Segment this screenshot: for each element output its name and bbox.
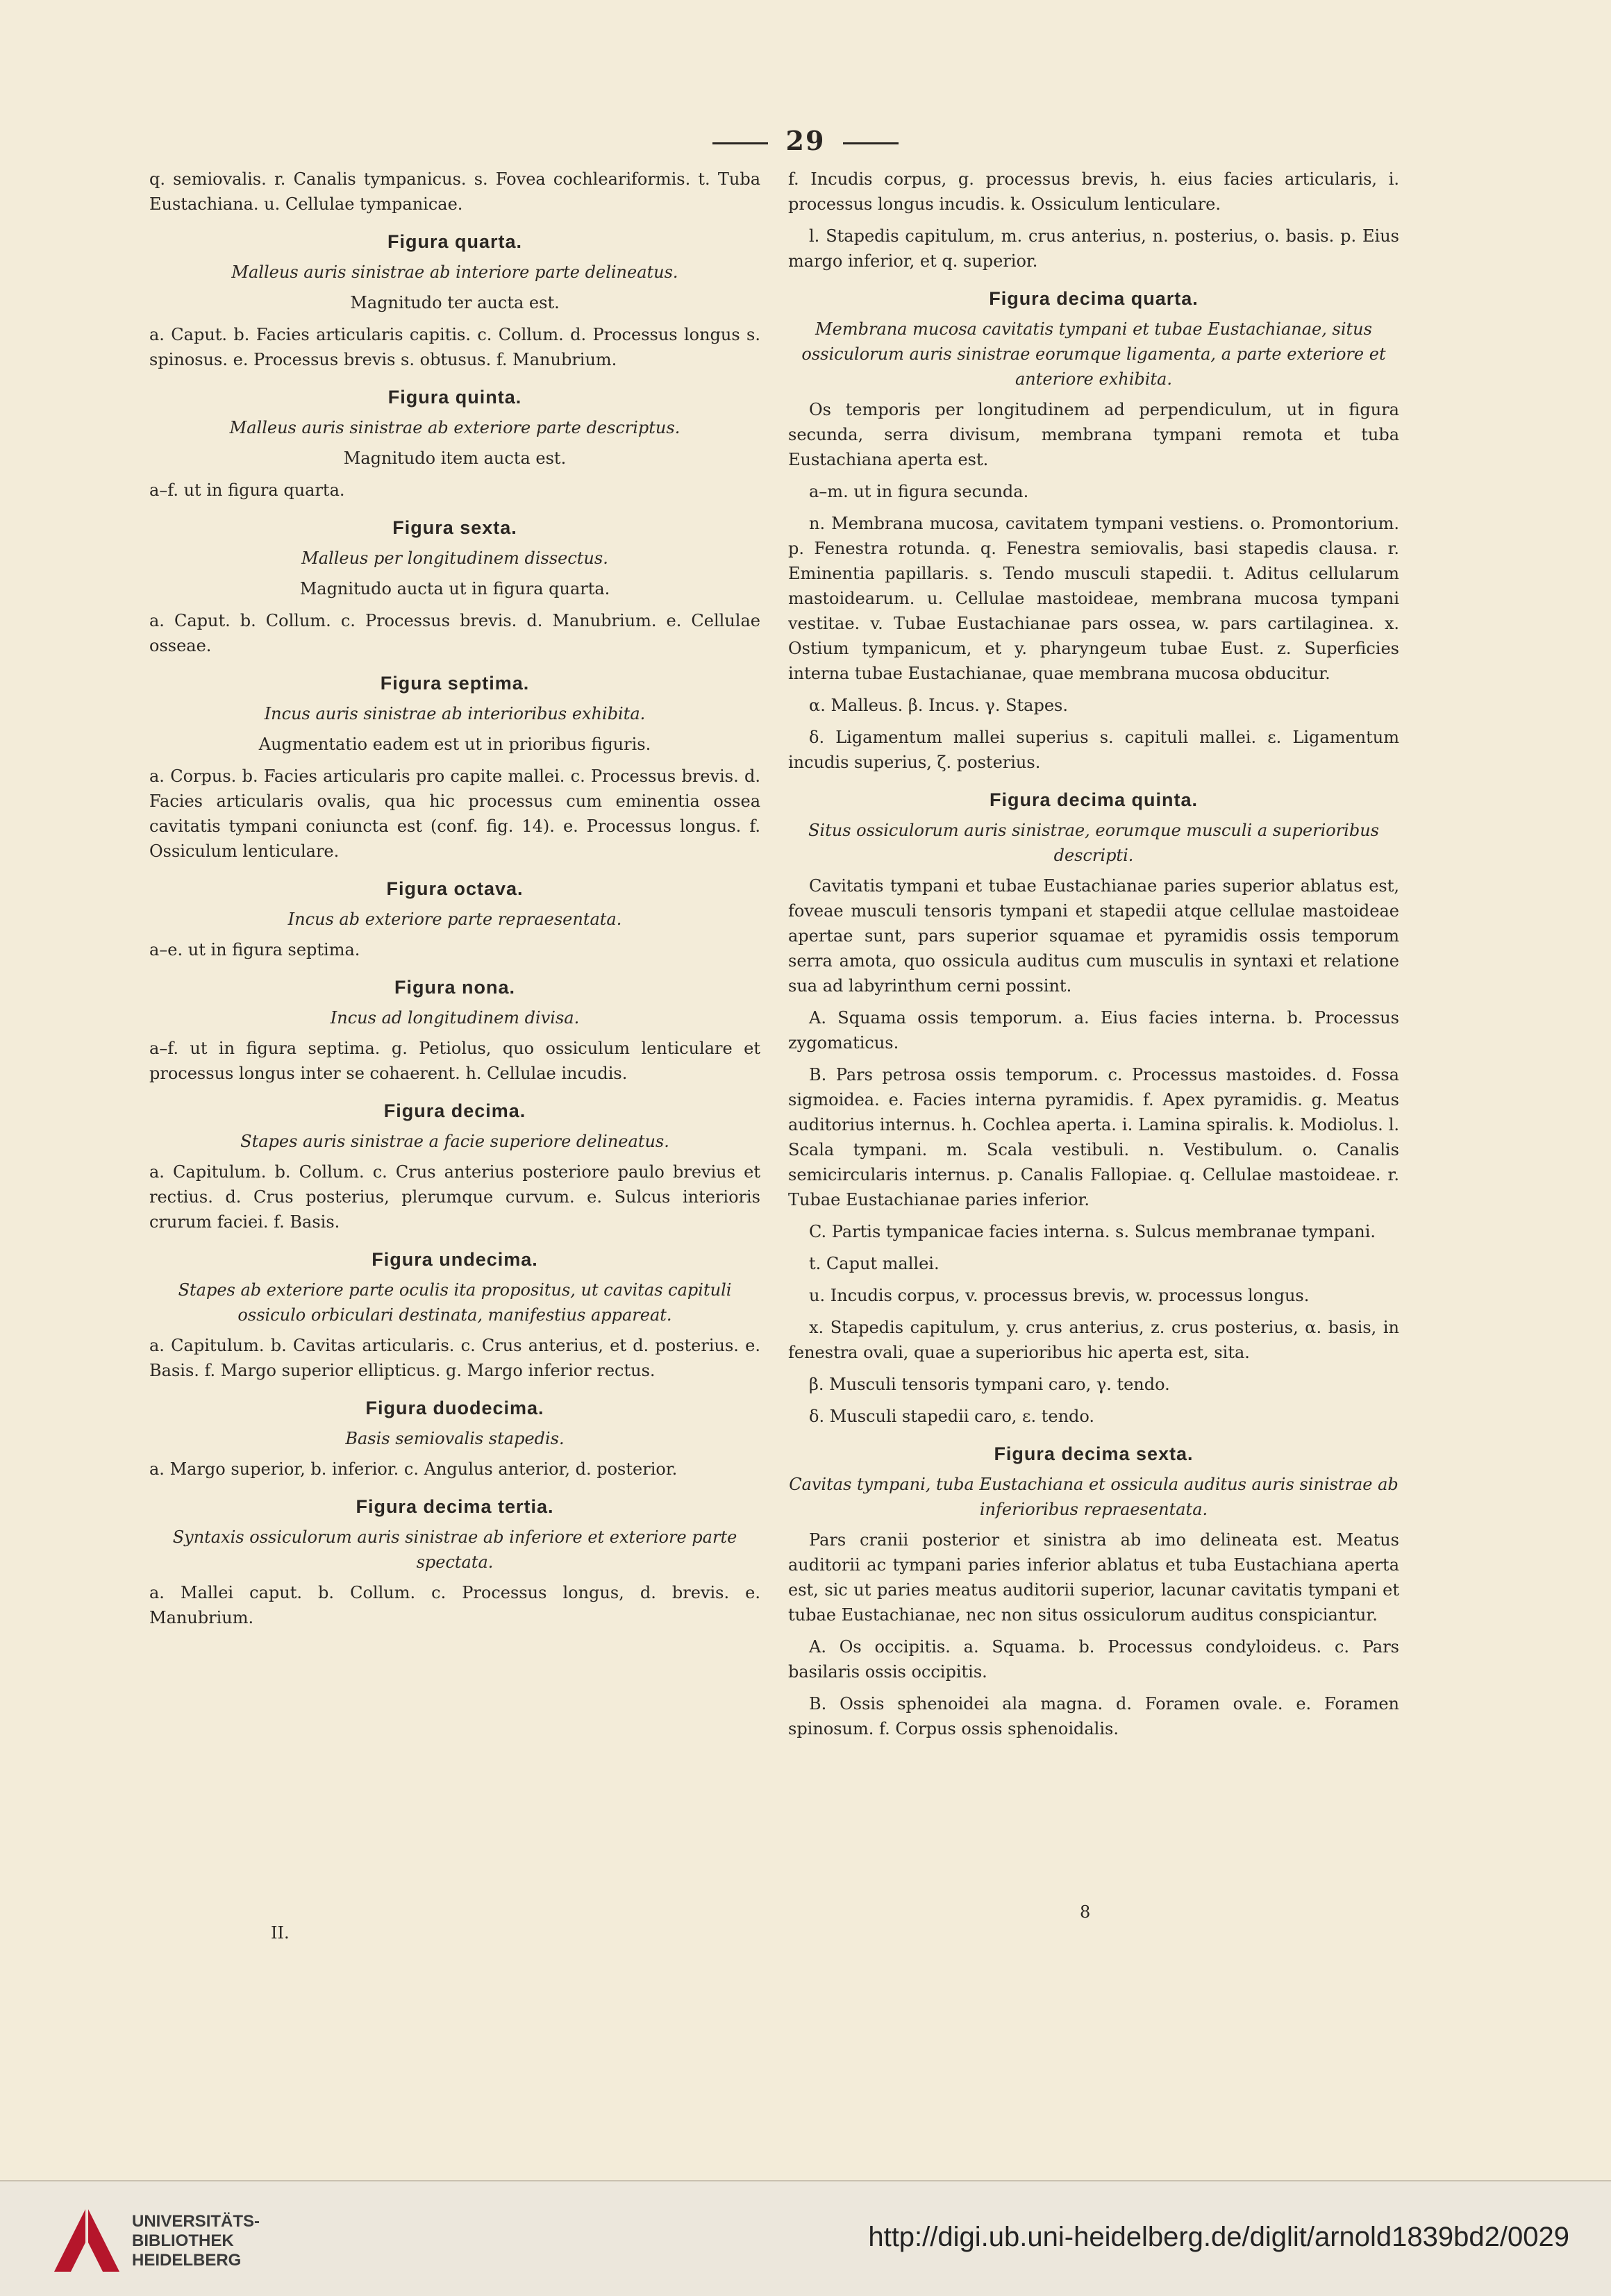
legend-paragraph: a–f. ut in figura septima. g. Petiolus, quo ossiculum lenticulare et processus longus inter se cohaerent. h. Cellulae incudis. xyxy=(149,1039,760,1083)
figure-caption: Stapes ab exteriore parte oculis ita propositus, ut cavitas capituli ossiculo orbiculari destinata, manifestius appareat. xyxy=(178,1280,732,1325)
figure-heading: Figura decima tertia. xyxy=(356,1496,554,1517)
legend-paragraph: a. Mallei caput. b. Collum. c. Processus longus, d. brevis. e. Manubrium. xyxy=(149,1583,760,1627)
legend-paragraph: β. Musculi tensoris tympani caro, γ. tendo. xyxy=(809,1375,1170,1394)
header-rule-left xyxy=(712,142,768,144)
legend-paragraph: a. Caput. b. Facies articularis capitis. c. Collum. d. Processus longus s. spinosus. e. Processus brevis s. obtusus. f. Manubrium. xyxy=(149,325,760,369)
magnification-note: Magnitudo ter aucta est. xyxy=(350,293,560,312)
legend-paragraph: n. Membrana mucosa, cavitatem tympani vestiens. o. Promontorium. p. Fenestra rotunda. q. Fenestra semiovalis, basi stapedis clausa. r. Eminentia papillaris. s. Tendo musculi stapedii. t. Aditus cellularum mastoidearum. u. Cellulae mastoideae, membrana mucosa tympani vestitae. v. Tubae Eustachianae pars ossea, w. pars cartilaginea. x. Ostium tympanicum, et y. pharyngeum tubae Eust. z. Superficies interna tubae Eustachianae, quae membrana mucosa obducitur. xyxy=(788,514,1399,683)
figure-caption: Incus auris sinistrae ab interioribus exhibita. xyxy=(264,704,646,723)
legend-paragraph: u. Incudis corpus, v. processus brevis, w. processus longus. xyxy=(809,1286,1310,1305)
figure-heading: Figura octava. xyxy=(386,878,524,899)
figure-heading: Figura decima sexta. xyxy=(994,1443,1194,1464)
header-rule-right xyxy=(843,142,899,144)
legend-paragraph: Pars cranii posterior et sinistra ab imo delineata est. Meatus auditorii ac tympani paries inferior ablatus et tuba Eustachiana aperta est, sic ut paries meatus auditorii superior, lacunar cavitatis tympani et tubae Eustachianae, nec non situs ossiculorum auditus conspiciantur. xyxy=(788,1530,1399,1625)
figure-heading: Figura quarta. xyxy=(387,231,523,252)
legend-paragraph: δ. Ligamentum mallei superius s. capituli mallei. ε. Ligamentum incudis superius, ζ. posterius. xyxy=(788,728,1399,772)
signature-mark-right: 8 xyxy=(1080,1902,1091,1922)
figure-caption: Incus ad longitudinem divisa. xyxy=(330,1008,580,1028)
legend-paragraph: x. Stapedis capitulum, y. crus anterius, z. crus posterius, α. basis, in fenestra ovali, quae a superioribus hic aperta est, sita. xyxy=(788,1318,1399,1362)
magnification-note: Augmentatio eadem est ut in prioribus figuris. xyxy=(258,735,651,754)
legend-paragraph: B. Ossis sphenoidei ala magna. d. Foramen ovale. e. Foramen spinosum. f. Corpus ossis sphenoidalis. xyxy=(788,1694,1399,1738)
legend-paragraph: δ. Musculi stapedii caro, ε. tendo. xyxy=(809,1407,1095,1426)
institution-line: BIBLIOTHEK xyxy=(132,2231,234,2250)
university-library-logo-icon xyxy=(49,2201,125,2277)
figure-caption: Stapes auris sinistrae a facie superiore delineatus. xyxy=(240,1132,669,1151)
legend-paragraph: a. Capitulum. b. Cavitas articularis. c. Crus anterius, et d. posterius. e. Basis. f. Margo superior ellipticus. g. Margo inferior rectus. xyxy=(149,1336,760,1380)
legend-paragraph: a. Corpus. b. Facies articularis pro capite mallei. c. Processus brevis. d. Facies articularis ovalis, qua hic processus cum eminentia ossea cavitatis tympani coniuncta est (conf. fig. 14). e. Processus longus. f. Ossiculum lenticulare. xyxy=(149,766,760,861)
figure-heading: Figura duodecima. xyxy=(365,1398,544,1418)
figure-heading: Figura decima quinta. xyxy=(989,789,1199,810)
left-column xyxy=(149,167,760,1637)
legend-paragraph: a. Capitulum. b. Collum. c. Crus anterius posteriore paulo brevius et rectius. d. Crus posterius, plerumque curvum. e. Sulcus interioris crurum faciei. f. Basis. xyxy=(149,1162,760,1232)
figure-heading: Figura undecima. xyxy=(372,1249,538,1270)
legend-paragraph: t. Caput mallei. xyxy=(809,1254,940,1273)
library-footer xyxy=(0,2180,1611,2296)
figure-caption: Malleus per longitudinem dissectus. xyxy=(301,548,608,568)
legend-paragraph: a. Caput. b. Collum. c. Processus brevis. d. Manubrium. e. Cellulae osseae. xyxy=(149,611,760,655)
legend-paragraph: a–m. ut in figura secunda. xyxy=(809,482,1029,501)
figure-caption: Cavitas tympani, tuba Eustachiana et ossicula auditus auris sinistrae ab inferioribus repraesentata. xyxy=(789,1475,1399,1519)
figure-heading: Figura sexta. xyxy=(392,517,517,538)
legend-paragraph: α. Malleus. β. Incus. γ. Stapes. xyxy=(809,696,1068,715)
figure-caption: Syntaxis ossiculorum auris sinistrae ab inferiore et exteriore parte spectata. xyxy=(172,1527,737,1572)
institution-line: HEIDELBERG xyxy=(132,2251,242,2270)
legend-paragraph: l. Stapedis capitulum, m. crus anterius, n. posterius, o. basis. p. Eius margo inferior, et q. superior. xyxy=(788,226,1399,271)
legend-paragraph: A. Squama ossis temporum. a. Eius facies interna. b. Processus zygomaticus. xyxy=(788,1008,1399,1053)
legend-paragraph: B. Pars petrosa ossis temporum. c. Processus mastoides. d. Fossa sigmoidea. e. Facies interna pyramidis. f. Apex pyramidis. g. Meatus auditorius internus. h. Cochlea aperta. i. Lamina spiralis. k. Modiolus. l. Scala tympani. m. Scala vestibuli. n. Vestibulum. o. Canalis semicircularis internus. p. Canalis Fallopiae. q. Cellulae mastoideae. r. Tubae Eustachianae paries inferior. xyxy=(788,1065,1399,1209)
figure-heading: Figura decima quarta. xyxy=(989,288,1199,309)
legend-paragraph: a–f. ut in figura quarta. xyxy=(149,480,345,500)
figure-heading: Figura septima. xyxy=(380,673,530,694)
legend-paragraph: C. Partis tympanicae facies interna. s. Sulcus membranae tympani. xyxy=(809,1222,1376,1241)
figure-caption: Malleus auris sinistrae ab interiore parte delineatus. xyxy=(231,262,678,282)
magnification-note: Magnitudo item aucta est. xyxy=(343,449,567,468)
legend-paragraph: Cavitatis tympani et tubae Eustachianae paries superior ablatus est, foveae musculi tensoris tympani et stapedii atque cellulae mastoideae apertae sunt, pars superior squamae et pyramidis ossis temporum serra amota, quo ossicula auditus cum musculis in syntaxi et relatione sua ad labyrinthum cerni possint. xyxy=(788,876,1399,996)
legend-paragraph: q. semiovalis. r. Canalis tympanicus. s. Fovea cochleariformis. t. Tuba Eustachiana. u. Cellulae tympanicae. xyxy=(149,169,760,214)
signature-mark-left: II. xyxy=(271,1923,290,1943)
legend-paragraph: f. Incudis corpus, g. processus brevis, h. eius facies articularis, i. processus longus incudis. k. Ossiculum lenticulare. xyxy=(788,169,1399,214)
figure-caption: Malleus auris sinistrae ab exteriore parte descriptus. xyxy=(229,418,681,437)
figure-heading: Figura quinta. xyxy=(387,387,522,408)
legend-paragraph: Os temporis per longitudinem ad perpendiculum, ut in figura secunda, serra divisum, membrana tympani remota et tuba Eustachiana aperta est. xyxy=(788,400,1399,469)
legend-paragraph: a. Margo superior, b. inferior. c. Angulus anterior, d. posterior. xyxy=(149,1459,678,1479)
figure-caption: Situs ossiculorum auris sinistrae, eorumque musculi a superioribus descripti. xyxy=(808,821,1379,865)
page-number: 29 xyxy=(785,125,826,156)
institution-line: UNIVERSITÄTS- xyxy=(132,2212,260,2231)
institution-name xyxy=(132,2212,260,2270)
figure-caption: Basis semiovalis stapedis. xyxy=(345,1429,565,1448)
digital-library-url-link[interactable]: http://digi.ub.uni-heidelberg.de/diglit/arnold1839bd2/0029 xyxy=(868,2222,1569,2252)
magnification-note: Magnitudo aucta ut in figura quarta. xyxy=(299,579,610,598)
figure-caption: Incus ab exteriore parte repraesentata. xyxy=(287,910,622,929)
figure-heading: Figura nona. xyxy=(394,977,515,998)
figure-heading: Figura decima. xyxy=(383,1100,526,1121)
right-column xyxy=(788,167,1399,1748)
figure-caption: Membrana mucosa cavitatis tympani et tubae Eustachianae, situs ossiculorum auris sinistrae eorumque ligamenta, a parte exteriore et anteriore exhibita. xyxy=(801,319,1386,389)
page-number-header xyxy=(0,125,1611,156)
legend-paragraph: A. Os occipitis. a. Squama. b. Processus condyloideus. c. Pars basilaris ossis occipitis. xyxy=(788,1637,1399,1682)
legend-paragraph: a–e. ut in figura septima. xyxy=(149,940,360,960)
